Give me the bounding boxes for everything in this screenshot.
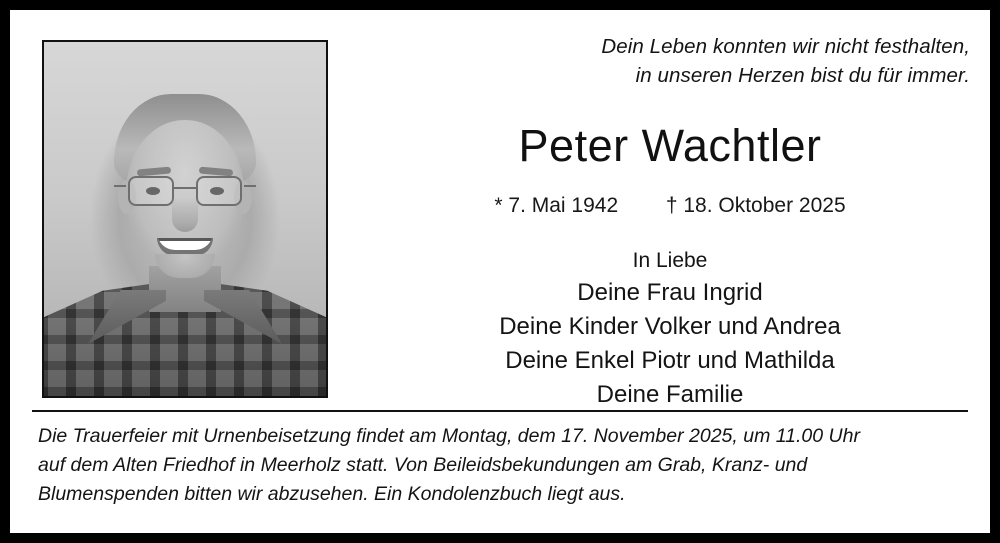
ceremony-details bbox=[38, 422, 962, 509]
deceased-name: Peter Wachtler bbox=[518, 120, 822, 171]
horizontal-divider bbox=[32, 410, 968, 412]
birth-date: 7. Mai 1942 bbox=[508, 194, 619, 217]
glasses-lens-left bbox=[128, 176, 174, 206]
epitaph-line-1: Dein Leben konnten wir nicht festhalten, bbox=[601, 35, 970, 58]
obituary-notice bbox=[10, 10, 990, 533]
portrait-photo bbox=[44, 42, 326, 396]
death-symbol: † bbox=[665, 194, 678, 217]
epitaph bbox=[370, 32, 970, 90]
face bbox=[110, 94, 260, 290]
survivors-block bbox=[370, 246, 970, 412]
survivors-line-1: Deine Frau Ingrid bbox=[577, 279, 763, 306]
glasses-temple-left bbox=[114, 185, 126, 187]
ceremony-line-3: Blumenspenden bitten wir abzusehen. Ein Kondolenzbuch liegt aus. bbox=[38, 483, 626, 505]
survivors-line-3: Deine Enkel Piotr und Mathilda bbox=[505, 347, 835, 374]
glasses-lens-right bbox=[196, 176, 242, 206]
survivors-intro: In Liebe bbox=[632, 249, 708, 272]
death-date: 18. Oktober 2025 bbox=[683, 194, 846, 217]
ceremony-line-1: Die Trauerfeier mit Urnenbeisetzung findet am Montag, dem 17. November 2025, um 11.00 Uhr bbox=[38, 425, 860, 447]
life-dates bbox=[370, 194, 970, 218]
obituary-inner-frame bbox=[10, 10, 990, 533]
survivors-line-4: Deine Familie bbox=[596, 381, 744, 408]
birth-symbol: * bbox=[494, 194, 503, 217]
ceremony-line-2: auf dem Alten Friedhof in Meerholz statt. Von Beileidsbekundungen am Grab, Kranz- und bbox=[38, 454, 808, 476]
epitaph-line-2: in unseren Herzen bist du für immer. bbox=[635, 64, 970, 87]
chin bbox=[155, 254, 215, 278]
glasses-bridge bbox=[174, 187, 196, 189]
nose bbox=[172, 198, 198, 232]
portrait-frame bbox=[42, 40, 328, 398]
survivors-line-2: Deine Kinder Volker und Andrea bbox=[499, 313, 841, 340]
glasses-temple-right bbox=[244, 185, 256, 187]
